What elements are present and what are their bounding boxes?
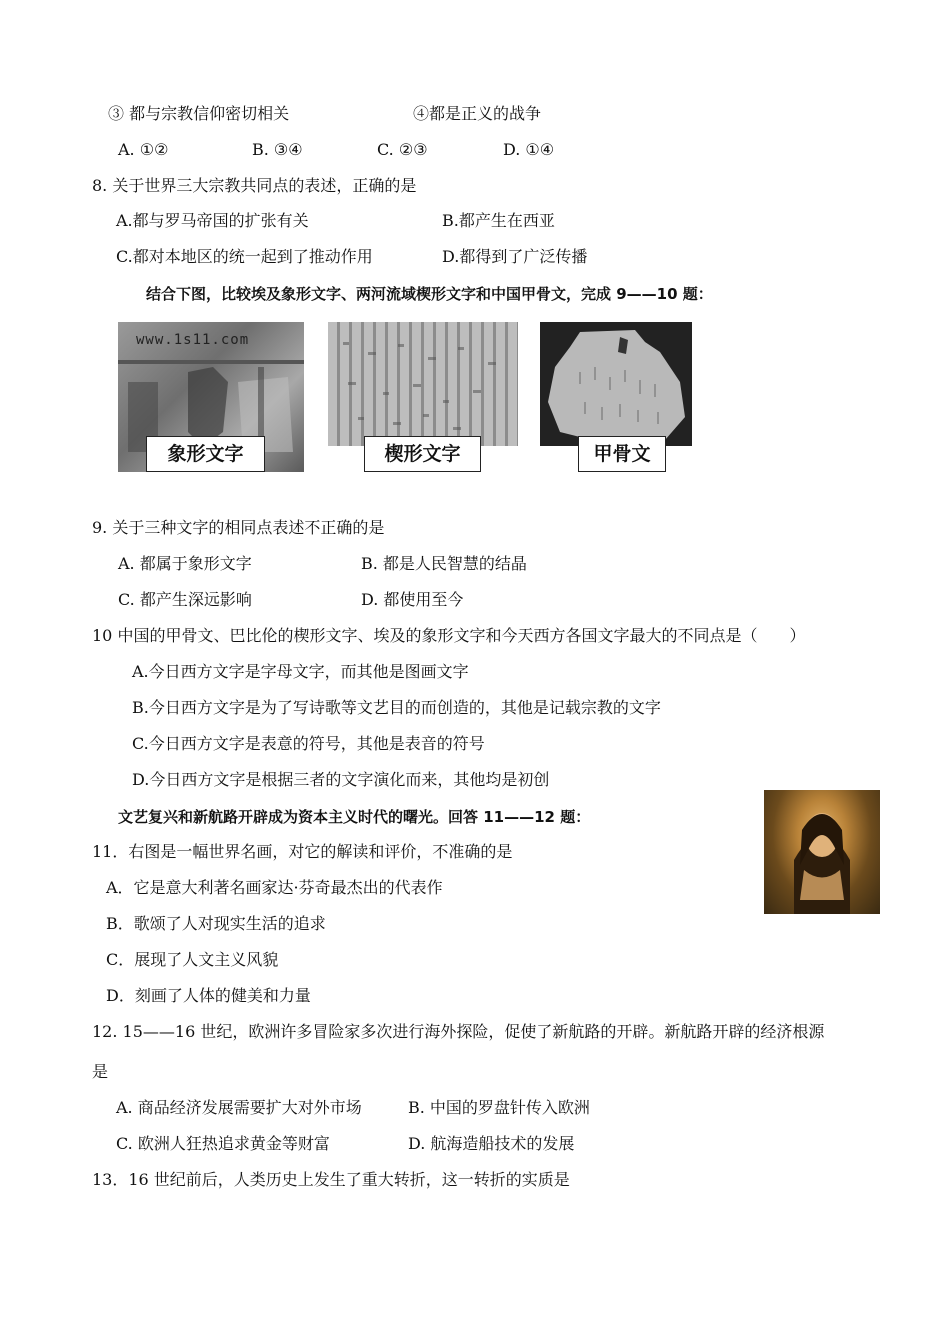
q8-choice-b: B.都产生在西亚 bbox=[442, 211, 555, 230]
q10-choice-a: A.今日西方文字是字母文字，而其他是图画文字 bbox=[132, 662, 469, 681]
q12-choice-c: C. 欧洲人狂热追求黄金等财富 bbox=[116, 1134, 330, 1153]
q12-stem: 12. 15——16 世纪，欧洲许多冒险家多次进行海外探险，促使了新航路的开辟。新航路开辟的经济根源 bbox=[92, 1022, 825, 1041]
q12-choice-d: D. 航海造船技术的发展 bbox=[408, 1134, 575, 1153]
cuneiform-marks bbox=[328, 322, 518, 446]
oracle-bone-image bbox=[540, 322, 692, 446]
label-cuneiform: 楔形文字 bbox=[364, 436, 481, 472]
q10-choice-b: B.今日西方文字是为了写诗歌等文艺目的而创造的，其他是记载宗教的文字 bbox=[132, 698, 661, 717]
q8-choice-a: A.都与罗马帝国的扩张有关 bbox=[116, 211, 309, 230]
q13-stem: 13．16 世纪前后，人类历史上发生了重大转折，这一转折的实质是 bbox=[92, 1170, 570, 1189]
q11-choice-b: B．歌颂了人对现实生活的追求 bbox=[106, 914, 326, 933]
q11-stem: 11．右图是一幅世界名画，对它的解读和评价，不准确的是 bbox=[92, 842, 513, 861]
q7-choice-d: D. ①④ bbox=[503, 140, 555, 159]
q12-choice-a: A. 商品经济发展需要扩大对外市场 bbox=[116, 1098, 362, 1117]
image-watermark: www.1s11.com bbox=[136, 332, 250, 348]
q9-choice-b: B. 都是人民智慧的结晶 bbox=[361, 554, 527, 573]
q7-choice-b: B. ③④ bbox=[252, 140, 303, 159]
q7-option-3: ③ 都与宗教信仰密切相关 bbox=[108, 104, 290, 123]
q11-choice-d: D．刻画了人体的健美和力量 bbox=[106, 986, 311, 1005]
q10-choice-d: D.今日西方文字是根据三者的文字演化而来，其他均是初创 bbox=[132, 770, 550, 789]
mona-lisa-image bbox=[764, 790, 880, 914]
mona-lisa-figure bbox=[764, 790, 880, 914]
q9-choice-a: A. 都属于象形文字 bbox=[118, 554, 252, 573]
q8-choice-d: D.都得到了广泛传播 bbox=[442, 247, 588, 266]
cuneiform-image bbox=[328, 322, 518, 446]
q10-stem: 10 中国的甲骨文、巴比伦的楔形文字、埃及的象形文字和今天西方各国文字最大的不同点是（ ） bbox=[92, 626, 806, 645]
section-heading-11-12: 文艺复兴和新航路开辟成为资本主义时代的曙光。回答 11——12 题： bbox=[118, 808, 591, 826]
q7-choice-a: A. ①② bbox=[118, 140, 169, 159]
q12-choice-b: B. 中国的罗盘针传入欧洲 bbox=[408, 1098, 590, 1117]
q9-stem: 9. 关于三种文字的相同点表述不正确的是 bbox=[92, 518, 385, 537]
label-hieroglyph: 象形文字 bbox=[146, 436, 265, 472]
q12-stem-continued: 是 bbox=[92, 1062, 109, 1081]
q11-choice-c: C．展现了人文主义风貌 bbox=[106, 950, 279, 969]
label-oracle-bone: 甲骨文 bbox=[578, 436, 666, 472]
section-heading-9-10: 结合下图，比较埃及象形文字、两河流域楔形文字和中国甲骨文，完成 9——10 题： bbox=[146, 285, 713, 303]
q9-choice-d: D. 都使用至今 bbox=[361, 590, 464, 609]
q7-choice-c: C. ②③ bbox=[377, 140, 428, 159]
q9-choice-c: C. 都产生深远影响 bbox=[118, 590, 252, 609]
q8-stem: 8. 关于世界三大宗教共同点的表述，正确的是 bbox=[92, 176, 417, 195]
oracle-bone-shape bbox=[540, 322, 692, 446]
q10-choice-c: C.今日西方文字是表意的符号，其他是表音的符号 bbox=[132, 734, 485, 753]
q8-choice-c: C.都对本地区的统一起到了推动作用 bbox=[116, 247, 373, 266]
q11-choice-a: A．它是意大利著名画家达·芬奇最杰出的代表作 bbox=[106, 878, 443, 897]
q7-option-4: ④都是正义的战争 bbox=[413, 104, 542, 123]
